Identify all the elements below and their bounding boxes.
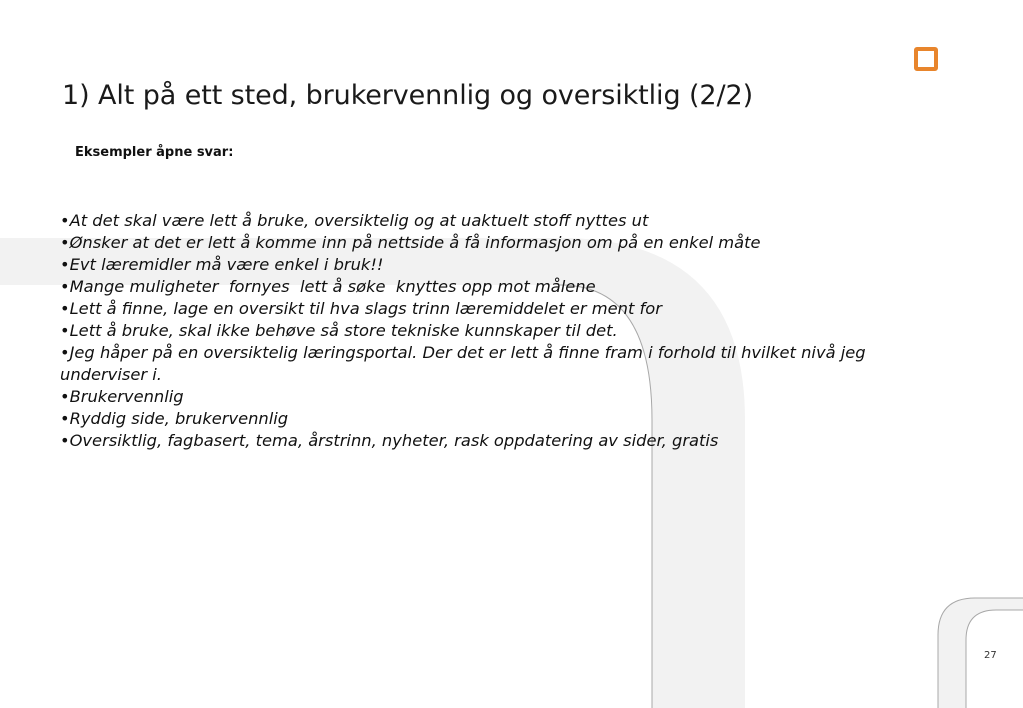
bullet-icon: • <box>60 387 70 406</box>
list-item: •Ryddig side, brukervennlig <box>60 409 289 428</box>
bullet-icon: • <box>60 343 70 362</box>
bullet-icon: • <box>60 299 70 318</box>
page-number: 27 <box>984 650 997 661</box>
bullet-icon: • <box>60 211 70 230</box>
list-item: •Mange muligheter fornyes lett å søke knyttes opp mot målene <box>60 277 596 296</box>
list-item: •At det skal være lett å bruke, oversiktelig og at uaktuelt stoff nyttes ut <box>60 211 649 230</box>
slide-subtitle: Eksempler åpne svar: <box>75 145 234 160</box>
bullet-icon: • <box>60 233 70 252</box>
bullet-icon: • <box>60 277 70 296</box>
list-item: •Evt læremidler må være enkel i bruk!! <box>60 255 384 274</box>
bullet-icon: • <box>60 431 70 450</box>
answer-list <box>60 210 880 452</box>
bullet-icon: • <box>60 321 70 340</box>
list-item: •Oversiktlig, fagbasert, tema, årstrinn, nyheter, rask oppdatering av sider, gratis <box>60 431 719 450</box>
bullet-icon: • <box>60 409 70 428</box>
list-item: •Brukervennlig <box>60 387 184 406</box>
list-item: •Jeg håper på en oversiktelig læringsportal. Der det er lett å finne fram i forhold til hvilket nivå jeg underviser i. <box>60 343 871 384</box>
bullet-icon: • <box>60 255 70 274</box>
logo-square-icon <box>914 47 938 71</box>
slide-title: 1) Alt på ett sted, brukervennlig og oversiktlig (2/2) <box>62 80 753 111</box>
list-item: •Lett å bruke, skal ikke behøve så store tekniske kunnskaper til det. <box>60 321 618 340</box>
list-item: •Lett å finne, lage en oversikt til hva slags trinn læremiddelet er ment for <box>60 299 662 318</box>
list-item: •Ønsker at det er lett å komme inn på nettside å få informasjon om på en enkel måte <box>60 233 761 252</box>
